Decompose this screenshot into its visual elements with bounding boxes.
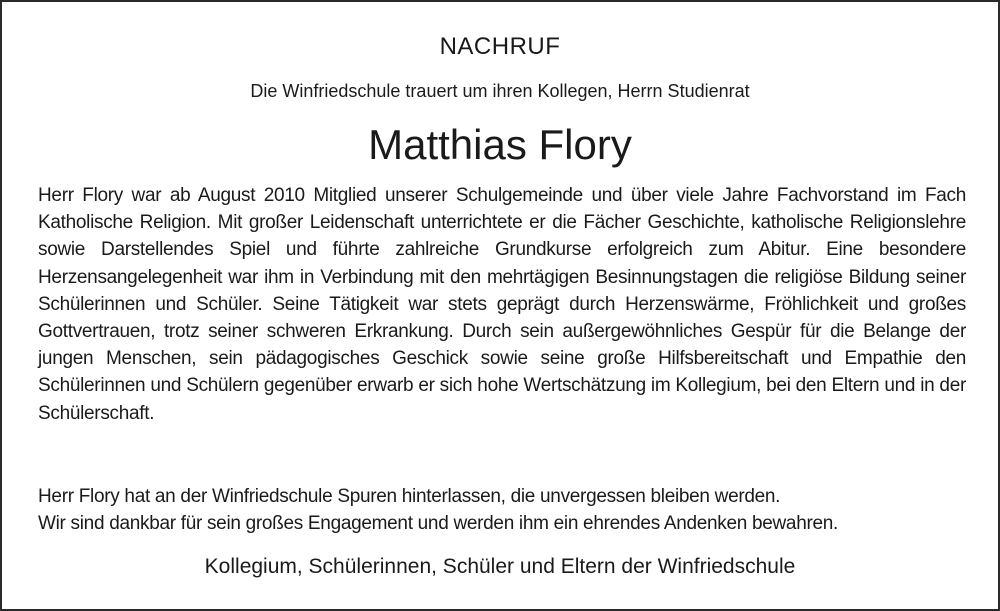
signature: Kollegium, Schülerinnen, Schüler und Eltern der Winfriedschule [204, 555, 796, 578]
intro-line: Die Winfriedschule trauert um ihren Kollegen, Herrn Studienrat [250, 81, 750, 101]
obituary-body: Herr Flory war ab August 2010 Mitglied unserer Schulgemeinde und über viele Jahre Fachvorstand im Fach Katholische Religion. Mit großer Leidenschaft unterrichtete er die Fächer Geschichte, katholische Religionslehre sowie Darstellendes Spiel und führte zahlreiche Grundkurse erfolgreich zum Abitur. Eine besondere Herzensangelegenheit war ihm in Verbindung mit den mehrtägigen Besinnungstagen die religiöse Bildung seiner Schülerinnen und Schüler. Seine Tätigkeit war stets geprägt durch Herzenswärme, Fröhlichkeit und großes Gottvertrauen, trotz seiner schweren Erkrankung. Durch sein außergewöhnliches Gespür für die Belange der jungen Menschen, sein pädagogisches Geschick sowie seine große Hilfsbereitschaft und Empathie den Schülerinnen und Schülern gegenüber erwarb er sich hohe Wertschätzung im Kollegium, bei den Eltern und in der Schülerschaft. [38, 185, 966, 424]
closing-text [38, 483, 978, 537]
notice-heading: NACHRUF [439, 33, 561, 60]
deceased-name: Matthias Flory [368, 121, 632, 168]
closing-line: Wir sind dankbar für sein großes Engagement und werden ihm ein ehrendes Andenken bewahren. [38, 513, 839, 534]
closing-line: Herr Flory hat an der Winfriedschule Spuren hinterlassen, die unvergessen bleiben werden. [38, 486, 781, 507]
